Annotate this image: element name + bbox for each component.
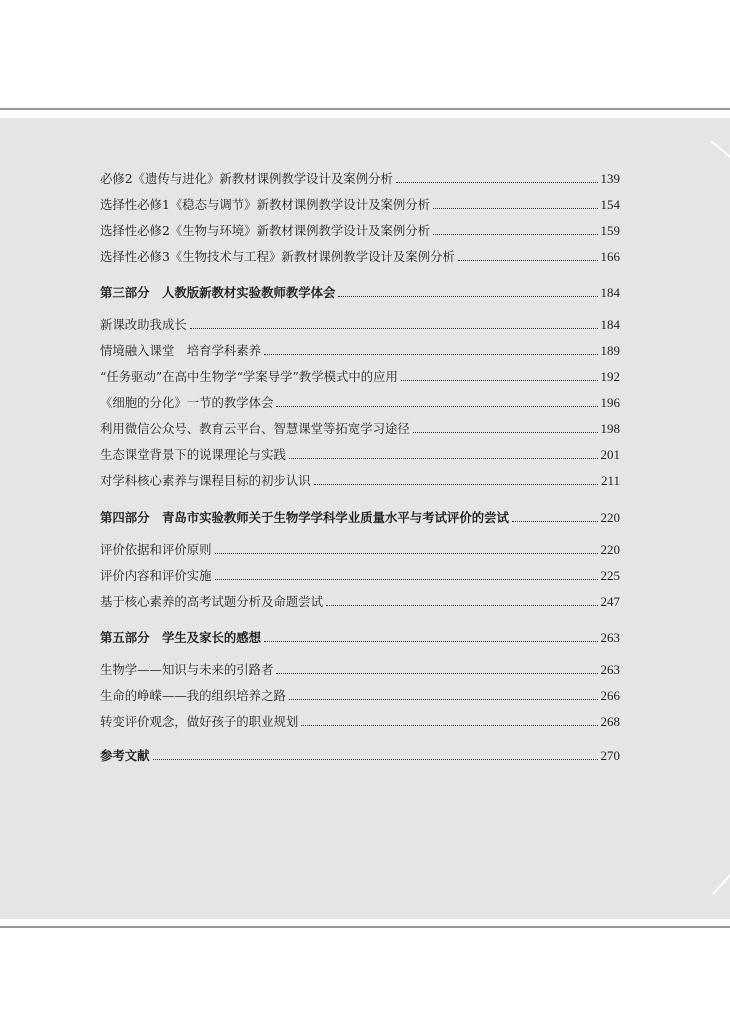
toc-page-number: 220 [600, 542, 620, 557]
toc-entry[interactable] [100, 659, 620, 681]
dot-leader [396, 181, 598, 183]
dot-leader [433, 207, 597, 209]
toc-page-number: 154 [600, 197, 620, 212]
toc-section-heading[interactable] [100, 627, 620, 649]
toc-entry[interactable] [100, 685, 620, 707]
toc-entry-title: 转变评价观念，做好孩子的职业规划 [100, 714, 299, 729]
toc-entry-title: 选择性必修2《生物与环境》新教材课例教学设计及案例分析 [100, 223, 431, 238]
dot-leader [215, 552, 598, 554]
toc-entry-title: 基于核心素养的高考试题分析及命题尝试 [100, 594, 324, 609]
toc-page-number: 263 [600, 662, 620, 677]
toc-entry[interactable] [100, 220, 620, 242]
toc-page-number: 166 [600, 249, 620, 264]
toc-page-number: 270 [600, 748, 620, 763]
dot-leader [338, 295, 597, 297]
toc-entry-title: 评价内容和评价实施 [100, 568, 212, 583]
toc-entry[interactable] [100, 539, 620, 561]
toc-entry-title: 选择性必修3《生物技术与工程》新教材课例教学设计及案例分析 [100, 249, 455, 264]
toc-entry[interactable] [100, 470, 620, 492]
toc-entry[interactable] [100, 418, 620, 440]
toc-section-heading[interactable] [100, 282, 620, 304]
toc-page-number: 247 [600, 594, 620, 609]
toc-section-heading[interactable] [100, 745, 620, 767]
dot-leader [289, 698, 598, 700]
toc-page-number: 184 [600, 317, 620, 332]
toc-page-number: 184 [600, 285, 620, 300]
toc-entry[interactable] [100, 194, 620, 216]
toc-page-number: 263 [600, 630, 620, 645]
dot-leader [289, 457, 598, 459]
toc-entry-title: 第四部分 青岛市实验教师关于生物学学科学业质量水平与考试评价的尝试 [100, 510, 509, 525]
toc-entry-title: 参考文献 [100, 748, 150, 763]
dot-leader [153, 758, 598, 760]
toc-page-number: 198 [600, 421, 620, 436]
toc-entry-title: 对学科核心素养与课程目标的初步认识 [100, 473, 311, 488]
toc-entry-title: 第五部分 学生及家长的感想 [100, 630, 262, 645]
toc-entry[interactable] [100, 340, 620, 362]
dot-leader [314, 483, 598, 485]
toc-page-number: 139 [600, 171, 620, 186]
toc-entry[interactable] [100, 314, 620, 336]
dot-leader [264, 640, 597, 642]
dot-leader [264, 353, 597, 355]
dot-leader [301, 724, 597, 726]
toc-entry-title: 《细胞的分化》一节的教学体会 [100, 395, 274, 410]
toc-entry-title: 情境融入课堂 培育学科素养 [100, 343, 262, 358]
toc-page-number: 189 [600, 343, 620, 358]
toc-page-number: 225 [600, 568, 620, 583]
toc-entry-title: 第三部分 人教版新教材实验教师教学体会 [100, 285, 336, 300]
toc-entry[interactable] [100, 246, 620, 268]
toc-entry[interactable] [100, 444, 620, 466]
toc-page-number: 211 [600, 473, 620, 488]
bottom-rule [0, 926, 730, 928]
toc-entry-title: 评价依据和评价原则 [100, 542, 212, 557]
top-rule [0, 108, 730, 110]
dot-leader [326, 604, 597, 606]
toc-entry-title: 利用微信公众号、教育云平台、智慧课堂等拓宽学习途径 [100, 421, 410, 436]
dot-leader [276, 672, 597, 674]
toc-page-number: 220 [600, 510, 620, 525]
toc-page-number: 159 [600, 223, 620, 238]
toc-entry[interactable] [100, 366, 620, 388]
toc-entry-title: 必修2《遗传与进化》新教材课例教学设计及案例分析 [100, 171, 393, 186]
toc-entry-title: 生命的峥嵘——我的组织培养之路 [100, 688, 286, 703]
dot-leader [190, 327, 598, 329]
toc-entry[interactable] [100, 711, 620, 733]
toc-entry[interactable] [100, 591, 620, 613]
toc-entry[interactable] [100, 565, 620, 587]
dot-leader [458, 259, 598, 261]
dot-leader [276, 405, 597, 407]
dot-leader [401, 379, 598, 381]
toc-page-number: 268 [600, 714, 620, 729]
toc-entry-title: 生态课堂背景下的说课理论与实践 [100, 447, 286, 462]
toc-page-number: 192 [600, 369, 620, 384]
toc-entry[interactable] [100, 392, 620, 414]
dot-leader [413, 431, 598, 433]
dot-leader [512, 520, 598, 522]
toc-section-heading[interactable] [100, 507, 620, 529]
corner-mark-top [711, 141, 730, 162]
toc-page-number: 266 [600, 688, 620, 703]
dot-leader [215, 578, 598, 580]
toc-entry-title: 新课改助我成长 [100, 317, 187, 332]
toc-entry-title: “任务驱动”在高中生物学“学案导学”教学模式中的应用 [100, 369, 398, 384]
dot-leader [433, 233, 597, 235]
toc-page-number: 196 [600, 395, 620, 410]
toc-entry-title: 生物学——知识与未来的引路者 [100, 662, 274, 677]
toc-page-number: 201 [600, 447, 620, 462]
corner-mark-bottom [712, 871, 730, 895]
toc-entry-title: 选择性必修1《稳态与调节》新教材课例教学设计及案例分析 [100, 197, 431, 212]
toc-entry[interactable] [100, 168, 620, 190]
